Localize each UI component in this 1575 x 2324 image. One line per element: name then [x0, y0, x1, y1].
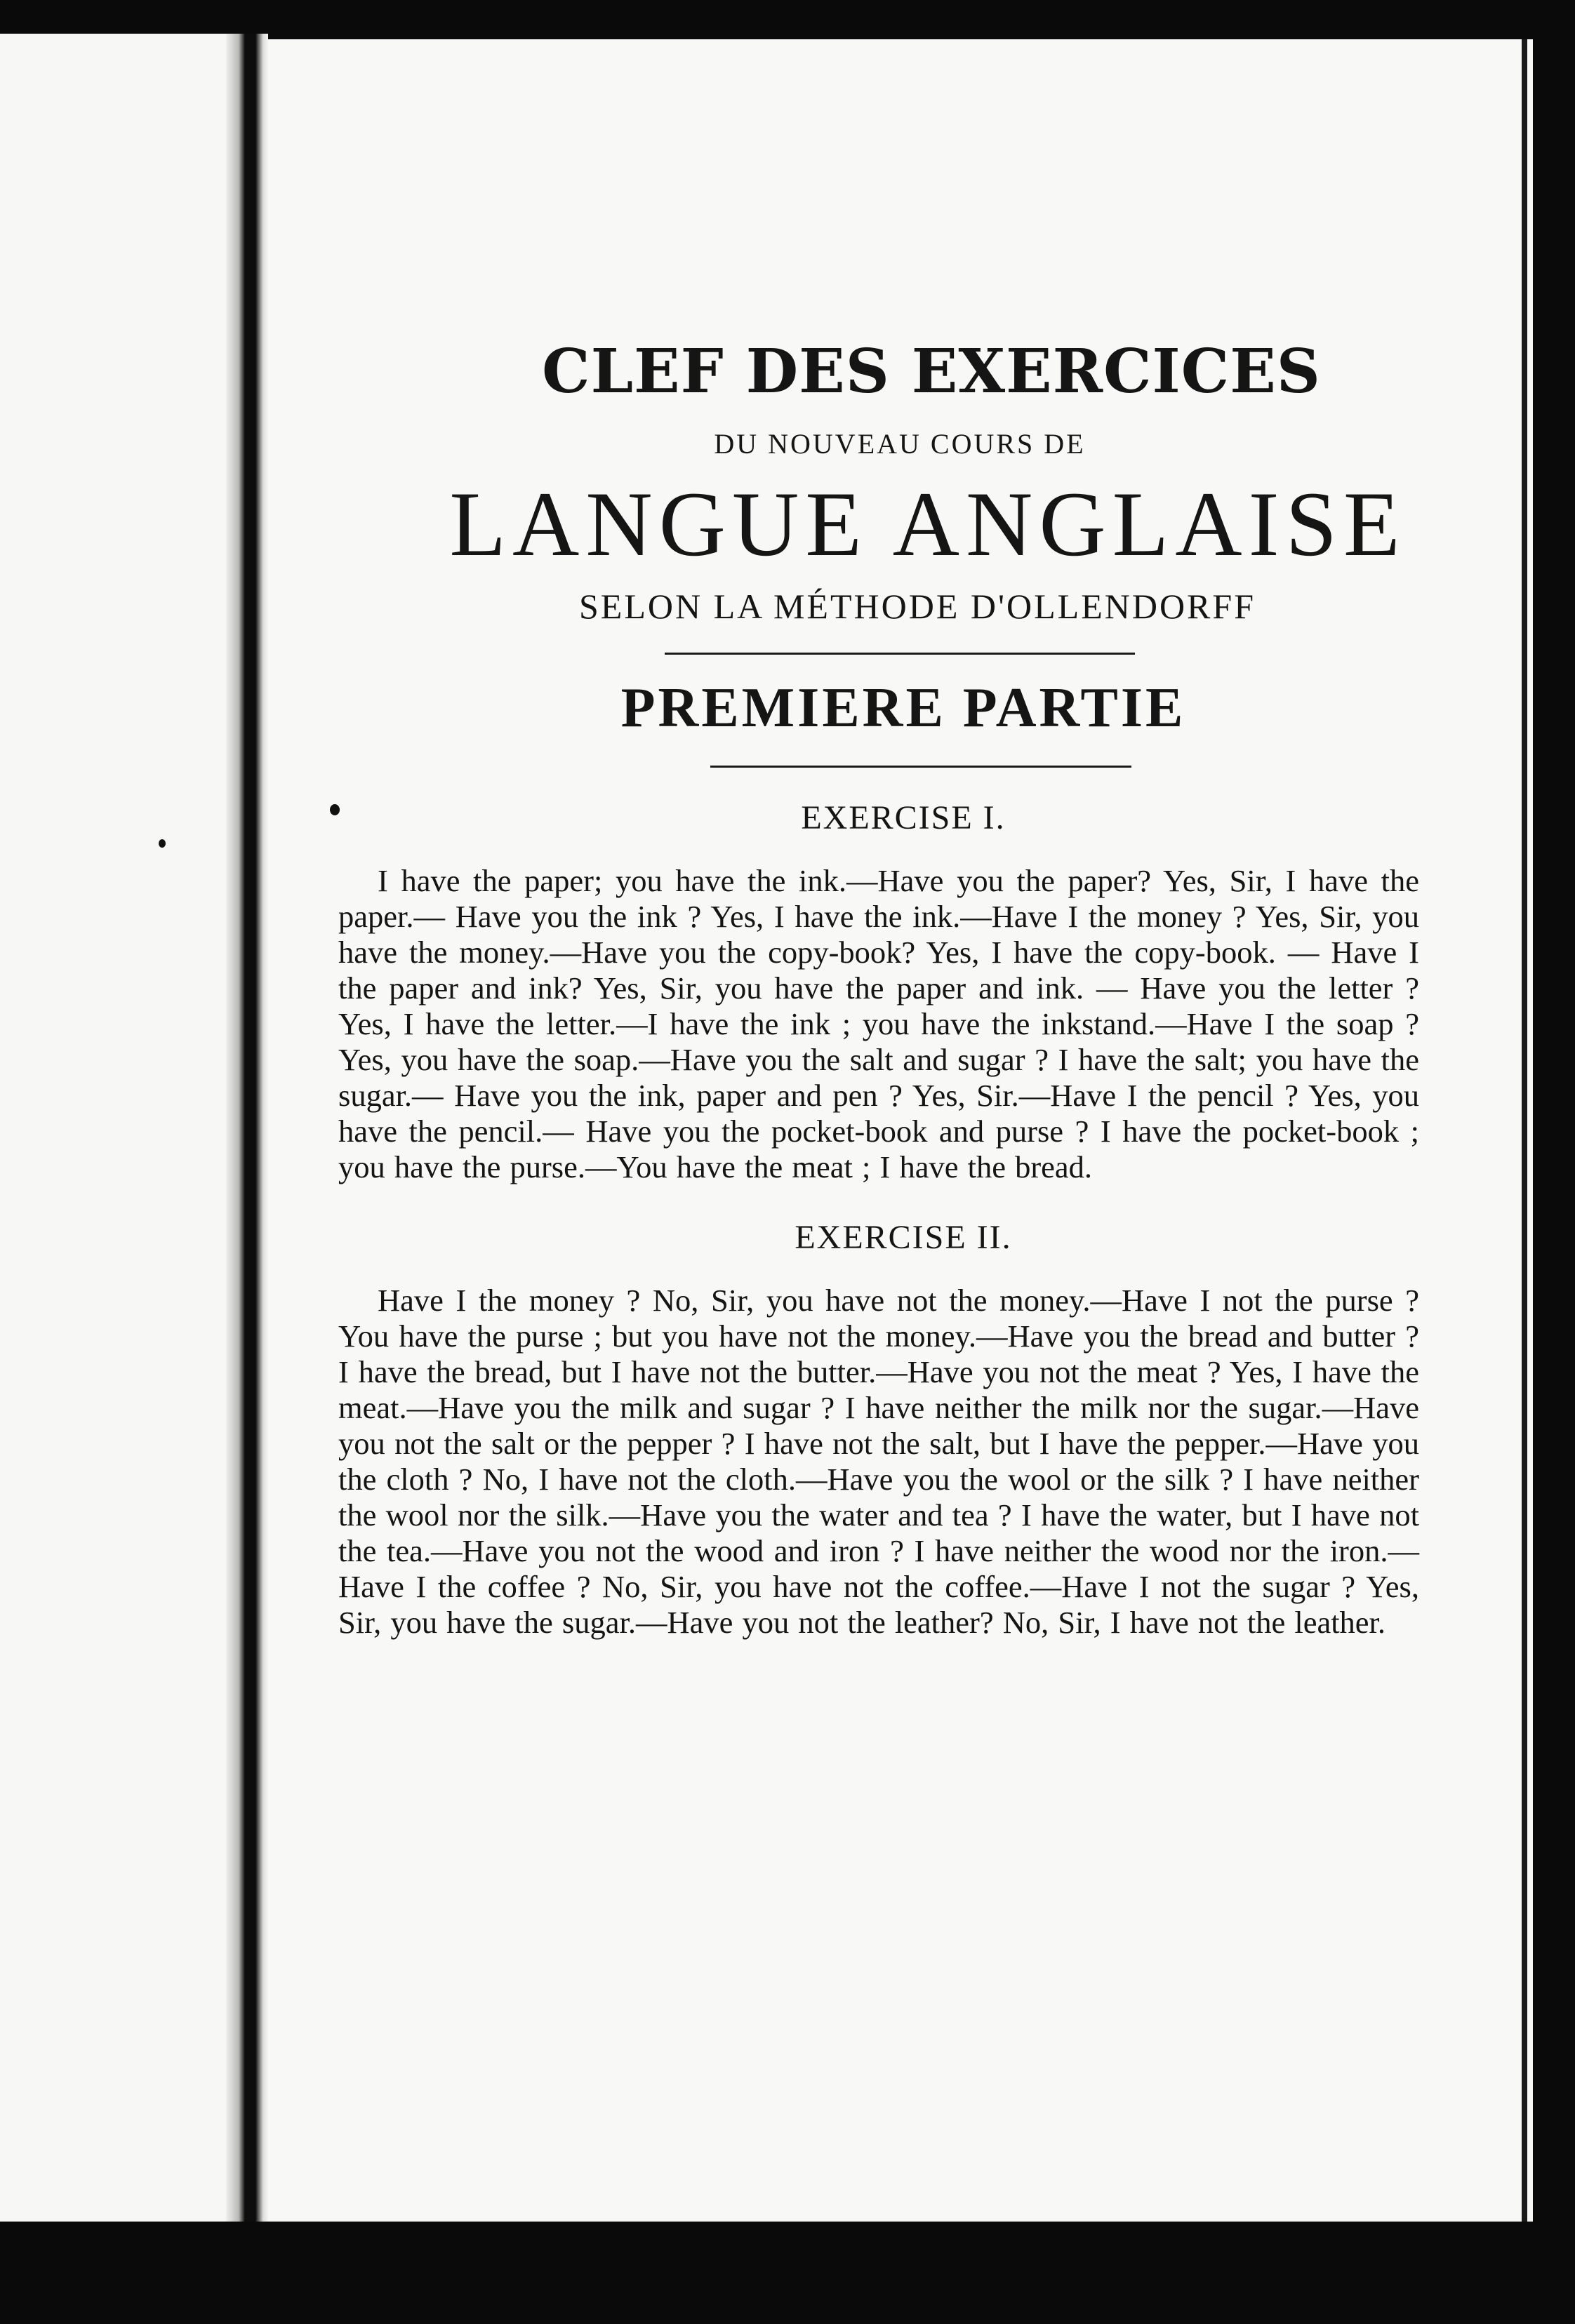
divider-rule	[710, 766, 1131, 768]
book-gutter	[226, 34, 268, 2222]
language-title: LANGUE ANGLAISE	[449, 472, 1407, 575]
exercise-text: Have I the money ? No, Sir, you have not the money.—Have I not the purse ? You have the purse ; but you have not the money.—Have you the bread and butter ? I have the bread, but I have not the butter.—Have you not the meat ? Yes, I have the meat.—Have you the milk and sugar ? I have neither the milk nor the sugar.—Have you not the salt or the pepper ? I have not the salt, but I have the pepper.—Have you the cloth ? No, I have not the cloth.—Have you the wool or the silk ? I have neither the wool nor the silk.—Have you the water and tea ? I have the water, but I have not the tea.—Have you not the wood and iron ? I have neither the wood nor the iron.—Have I the coffee ? No, Sir, you have not the coffee.—Have I not the sugar ? Yes, Sir, you have the sugar.—Have you not the leather? No, Sir, I have not the leather.	[338, 1282, 1419, 1640]
exercise-heading: EXERCISE I.	[801, 799, 1006, 836]
page-edge-shadow	[1522, 39, 1527, 2222]
main-title: CLEF DES EXERCICES	[542, 336, 1321, 407]
ink-speck	[159, 839, 166, 848]
exercise-text: I have the paper; you have the ink.—Have you the paper? Yes, Sir, I have the paper.— Have you the ink ? Yes, I have the ink.—Have I the money ? Yes, Sir, you have the money.—Have you the copy-book? Yes, I have the copy-book. — Have I the paper and ink? Yes, Sir, you have the paper and ink. — Have you the letter ? Yes, I have the letter.—I have the ink ; you have the inkstand.—Have I the soap ? Yes, you have the soap.—Have you the salt and sugar ? I have the salt; you have the sugar.— Have you the ink, paper and pen ? Yes, Sir.—Have I the pencil ? Yes, you have the pencil.— Have you the pocket-book and purse ? I have the pocket-book ; you have the purse.—You have the meat ; I have the bread.	[338, 863, 1419, 1184]
divider-rule	[665, 653, 1135, 655]
left-page-edge	[0, 34, 226, 2222]
part-title: PREMIERE PARTIE	[620, 677, 1186, 739]
page-content	[338, 309, 1419, 1671]
exercise-heading: EXERCISE II.	[795, 1218, 1012, 1256]
method-line: SELON LA MÉTHODE D'OLLENDORFF	[578, 587, 1256, 626]
subtitle: DU NOUVEAU COURS DE	[714, 428, 1086, 460]
